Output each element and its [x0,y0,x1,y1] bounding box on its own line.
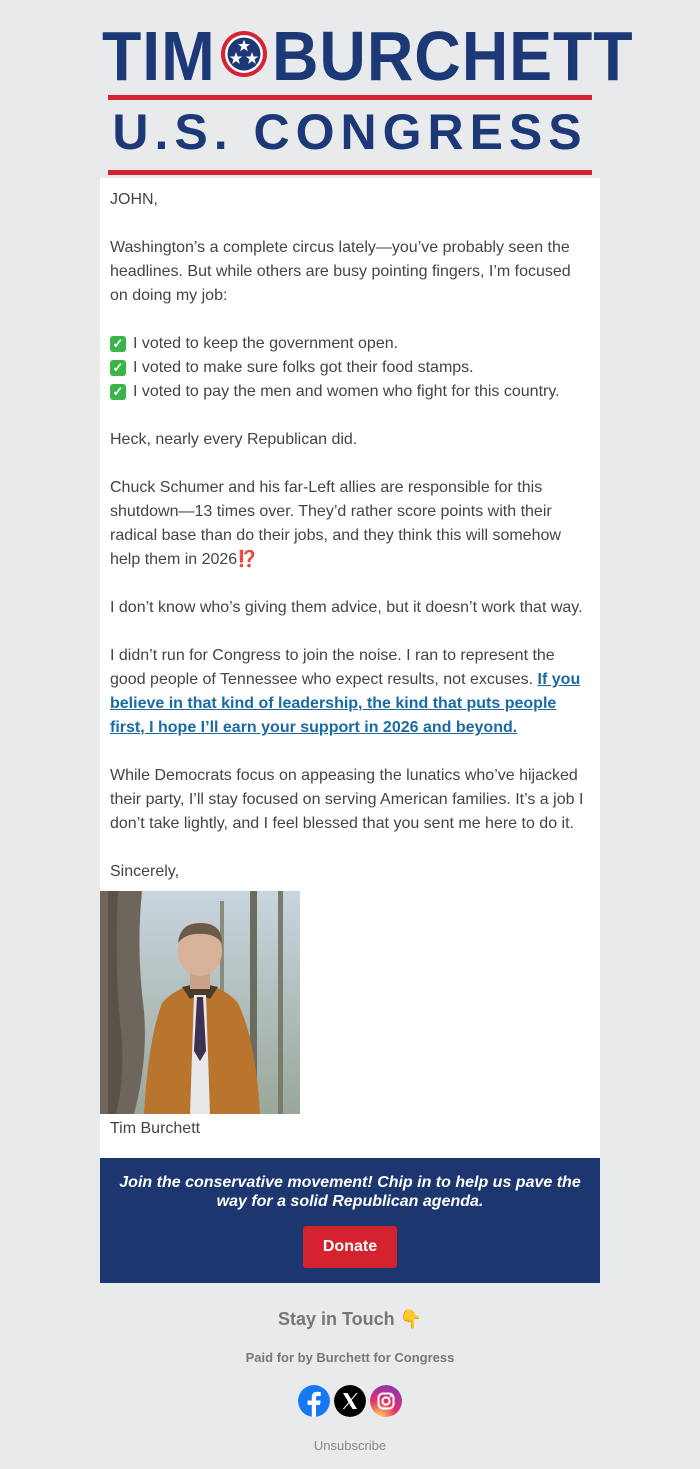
letter-body [110,188,585,908]
facebook-icon[interactable] [298,1385,330,1417]
check-item-text: I voted to keep the government open. [133,335,399,352]
banner-text: Join the conservative movement! Chip in to help us pave the way for a solid Republican agenda. [119,1174,581,1210]
tennessee-star-seal-icon [220,30,268,78]
logo-subtitle: U.S. CONGRESS [112,104,588,160]
paragraph-congress-text: I didn’t run for Congress to join the noise. I ran to represent the good people of Tennessee who expect results, not excuses. [110,647,555,688]
check-item-text: I voted to make sure folks got their food stamps. [133,359,474,376]
checklist [110,332,585,404]
logo-last-name: BURCHETT [272,17,634,95]
paragraph-families: While Democrats focus on appeasing the lunatics who’ve hijacked their party, I’ll stay focused on serving American families. It’s a job I don’t take lightly, and I feel blessed that you sent me here to do it. [110,767,584,832]
campaign-logo [100,0,634,180]
check-mark-icon: ✓ [110,360,126,376]
stay-in-touch-heading: Stay in Touch 👇 [277,1309,423,1329]
salutation: JOHN, [110,191,158,208]
logo-divider-bottom [108,170,592,175]
x-icon[interactable] [334,1385,366,1417]
social-links [298,1385,408,1419]
paragraph-advice: I don’t know who’s giving them advice, but it doesn’t work that way. [110,599,583,616]
check-item [110,380,585,404]
instagram-icon[interactable] [370,1385,402,1417]
candidate-photo [100,891,300,1114]
donation-banner [100,1158,600,1283]
support-link[interactable]: If you believe in that kind of leadership, the kind that puts people first, I hope I’ll earn your support in 2026 and beyond. [110,671,581,736]
logo-divider-top [108,95,592,100]
check-item-text: I voted to pay the men and women who fight for this country. [133,383,560,400]
check-item [110,356,585,380]
paragraph-congress [110,644,585,740]
donate-button[interactable]: Donate [303,1226,397,1268]
logo-first-name: TIM [102,17,216,95]
paragraph-intro: Washington’s a complete circus lately—you’ve probably seen the headlines. But while others are busy pointing fingers, I’m focused on doing my job: [110,239,571,304]
signature-name: Tim Burchett [110,1120,201,1137]
check-mark-icon: ✓ [110,336,126,352]
check-mark-icon: ✓ [110,384,126,400]
unsubscribe-link[interactable]: Unsubscribe [313,1438,387,1453]
paid-for-disclaimer: Paid for by Burchett for Congress [245,1350,455,1365]
closing: Sincerely, [110,863,180,880]
check-item [110,332,585,356]
paragraph-schumer: Chuck Schumer and his far-Left allies are responsible for this shutdown—13 times over. They’d rather score points with their radical base than do their jobs, and they think this will somehow help them in 2026⁉️ [110,479,561,568]
paragraph-heck: Heck, nearly every Republican did. [110,431,358,448]
letter-card [100,178,600,1158]
